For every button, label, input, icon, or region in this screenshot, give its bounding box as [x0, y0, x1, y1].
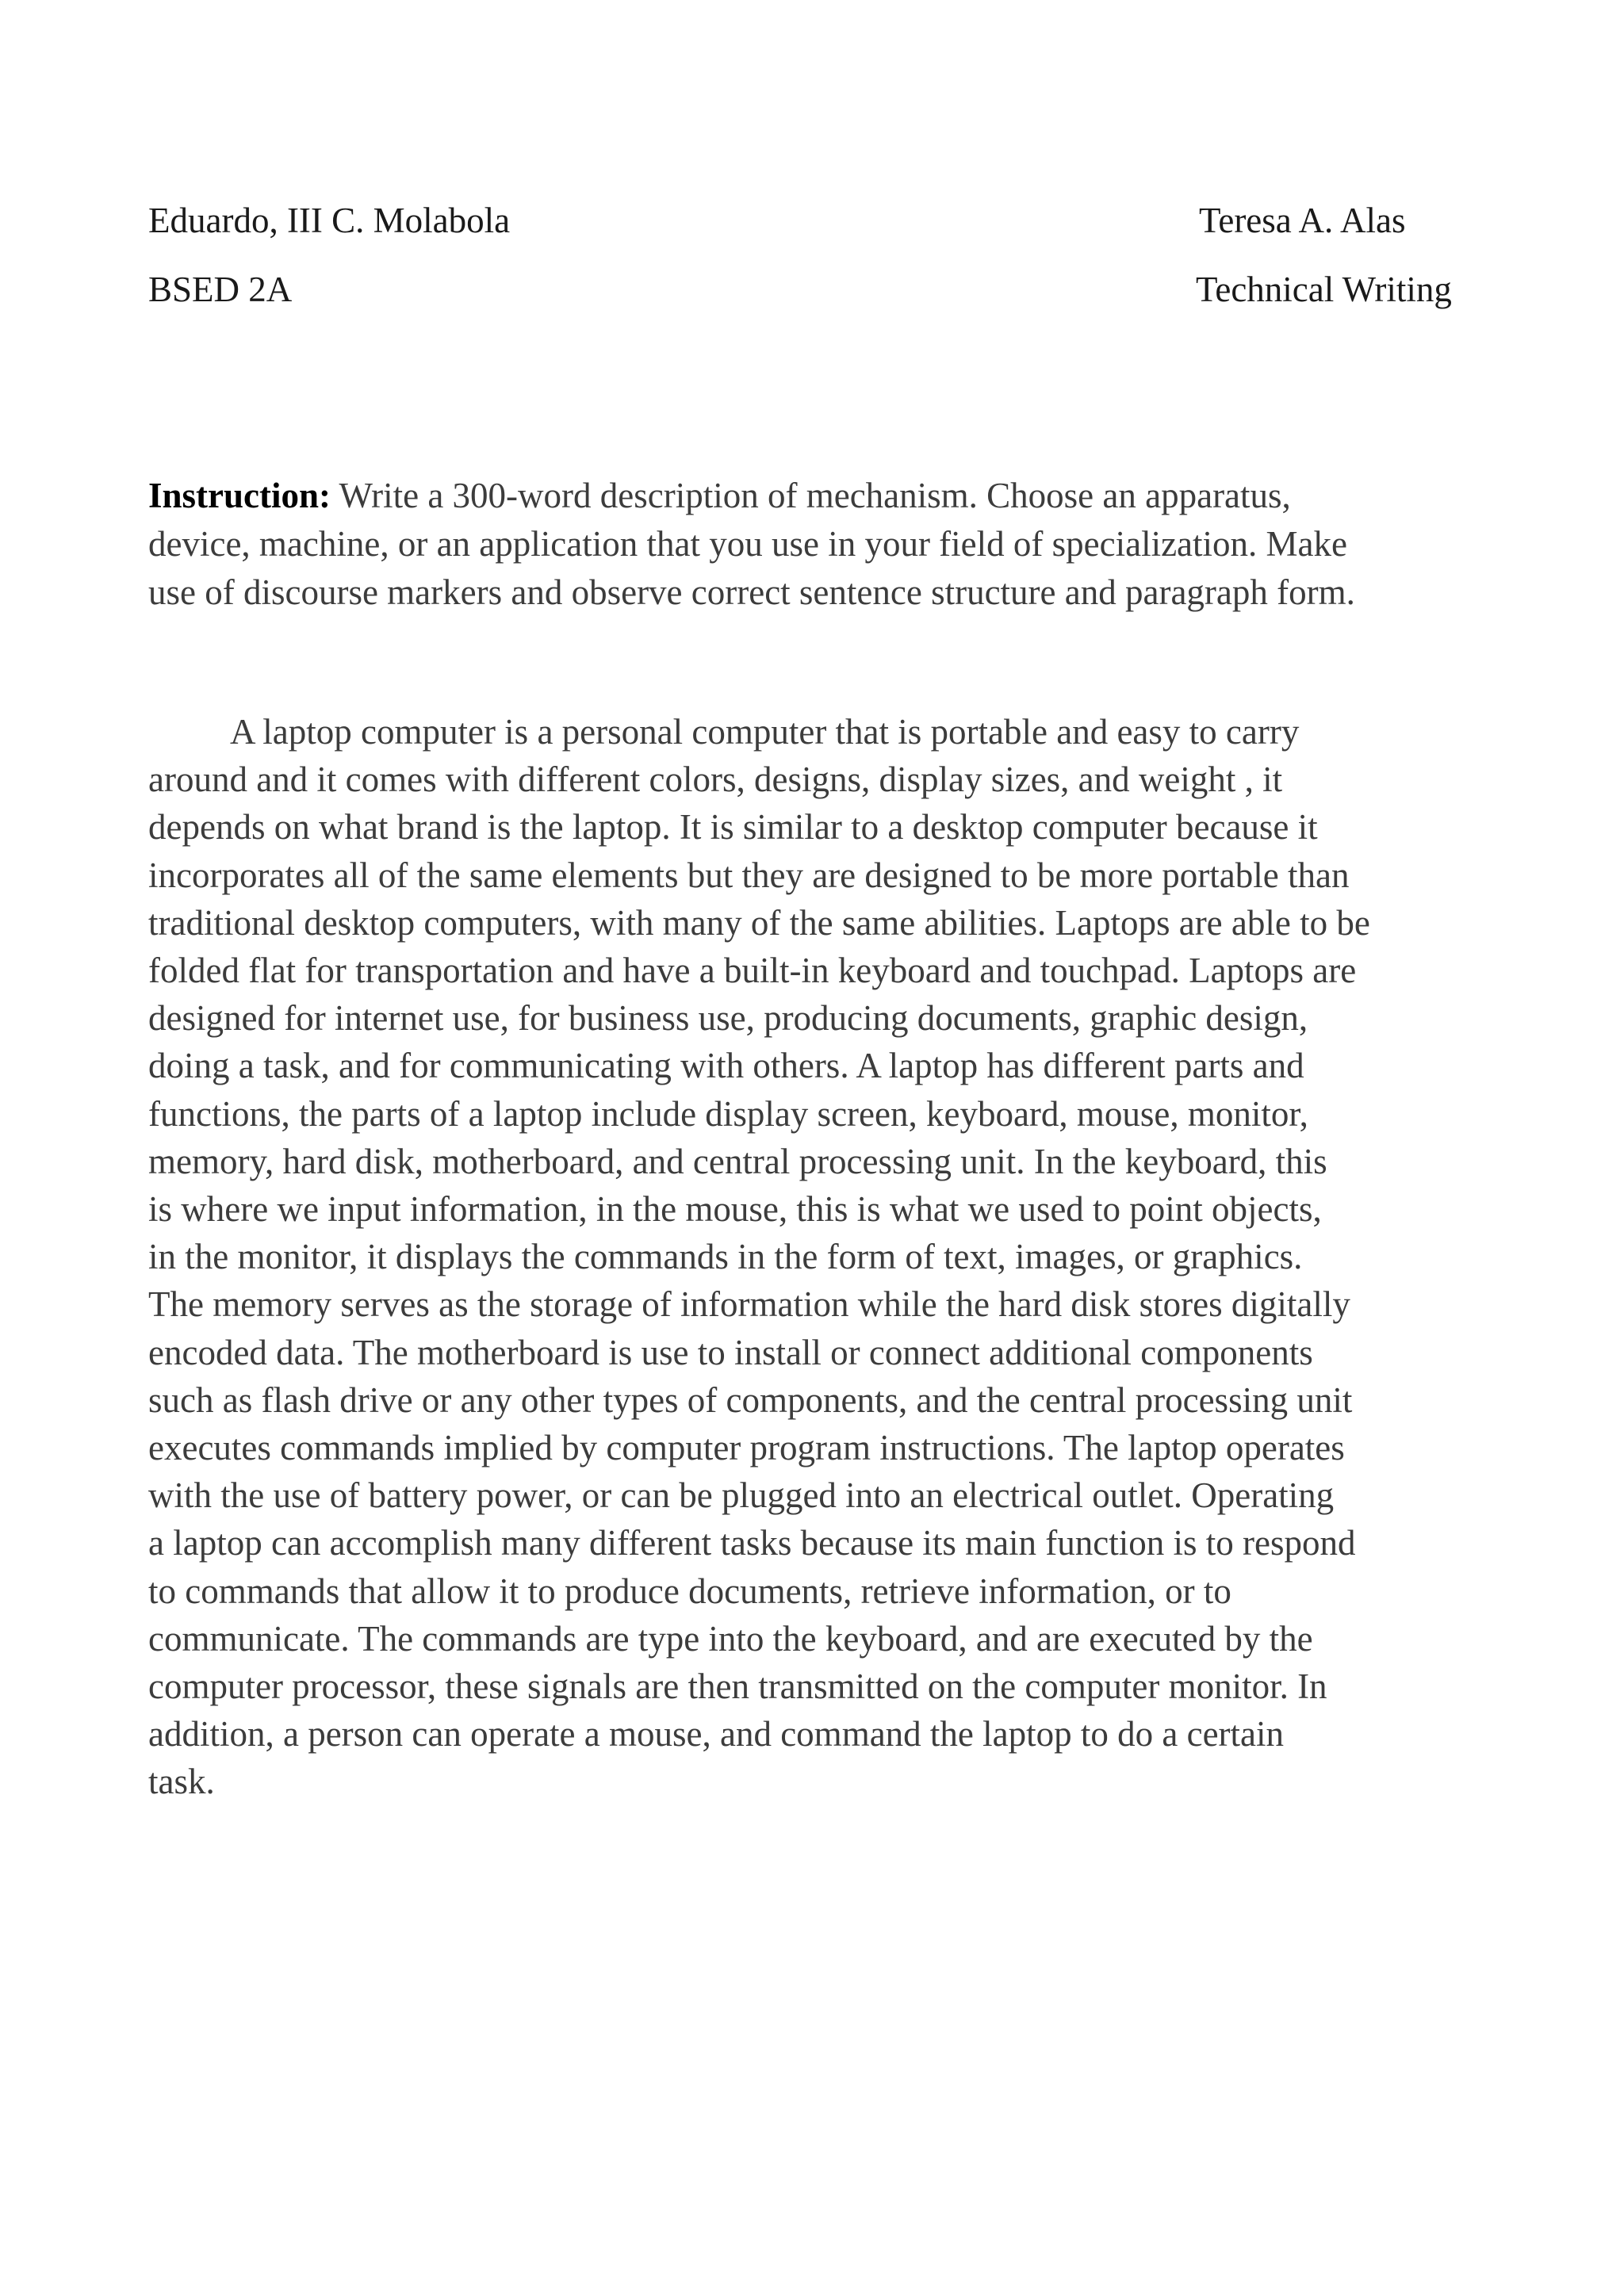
essay-line: such as flash drive or any other types of components, and the central processing unit: [148, 1380, 1353, 1420]
essay-line: encoded data. The motherboard is use to install or connect additional components: [148, 1332, 1313, 1372]
essay-line: The memory serves as the storage of information while the hard disk stores digitally: [148, 1284, 1350, 1325]
essay-line: is where we input information, in the mouse, this is what we used to point objects,: [148, 1189, 1322, 1230]
essay-line: executes commands implied by computer program instructions. The laptop operates: [148, 1428, 1345, 1468]
essay-line: task.: [148, 1762, 215, 1802]
instruction-paragraph: [148, 472, 1496, 617]
essay-line: a laptop can accomplish many different tasks because its main function is to respond: [148, 1523, 1356, 1563]
student-name: Eduardo, III C. Molabola: [148, 201, 511, 240]
essay-line: addition, a person can operate a mouse, and command the laptop to do a certain: [148, 1714, 1285, 1755]
essay-line: memory, hard disk, motherboard, and central processing unit. In the keyboard, this: [148, 1141, 1327, 1181]
essay-line: in the monitor, it displays the commands in the form of text, images, or graphics.: [148, 1237, 1303, 1277]
essay-line: folded flat for transportation and have a built-in keyboard and touchpad. Laptops are: [148, 951, 1357, 991]
instruction-line: use of discourse markers and observe correct sentence structure and paragraph form.: [148, 572, 1355, 612]
essay-line: designed for internet use, for business use, producing documents, graphic design,: [148, 998, 1308, 1039]
subject-label: Technical Writing: [1196, 270, 1452, 309]
essay-line: traditional desktop computers, with many of the same abilities. Laptops are able to be: [148, 902, 1370, 943]
instruction-line: device, machine, or an application that you use in your field of specialization. Make: [148, 524, 1347, 564]
essay-line: computer processor, these signals are then transmitted on the computer monitor. In: [148, 1667, 1327, 1707]
essay-paragraph: [148, 708, 1496, 1806]
essay-line: to commands that allow it to produce documents, retrieve information, or to: [148, 1571, 1231, 1611]
essay-line: depends on what brand is the laptop. It is similar to a desktop computer because it: [148, 807, 1318, 848]
essay-line: doing a task, and for communicating with others. A laptop has different parts and: [148, 1046, 1304, 1086]
essay-line: around and it comes with different colors, designs, display sizes, and weight , it: [148, 760, 1283, 800]
essay-line: A laptop computer is a personal computer that is portable and easy to carry: [230, 712, 1300, 752]
essay-line: communicate. The commands are type into the keyboard, and are executed by the: [148, 1618, 1313, 1659]
instruction-line: Write a 300-word description of mechanism. Choose an apparatus,: [339, 476, 1291, 515]
instructor-name: Teresa A. Alas: [1199, 201, 1406, 240]
essay-line: incorporates all of the same elements but they are designed to be more portable than: [148, 855, 1350, 895]
section-label: BSED 2A: [148, 270, 293, 309]
essay-line: functions, the parts of a laptop include display screen, keyboard, mouse, monitor,: [148, 1093, 1308, 1134]
essay-line: with the use of battery power, or can be plugged into an electrical outlet. Operating: [148, 1475, 1335, 1516]
instruction-label: Instruction:: [148, 476, 331, 515]
